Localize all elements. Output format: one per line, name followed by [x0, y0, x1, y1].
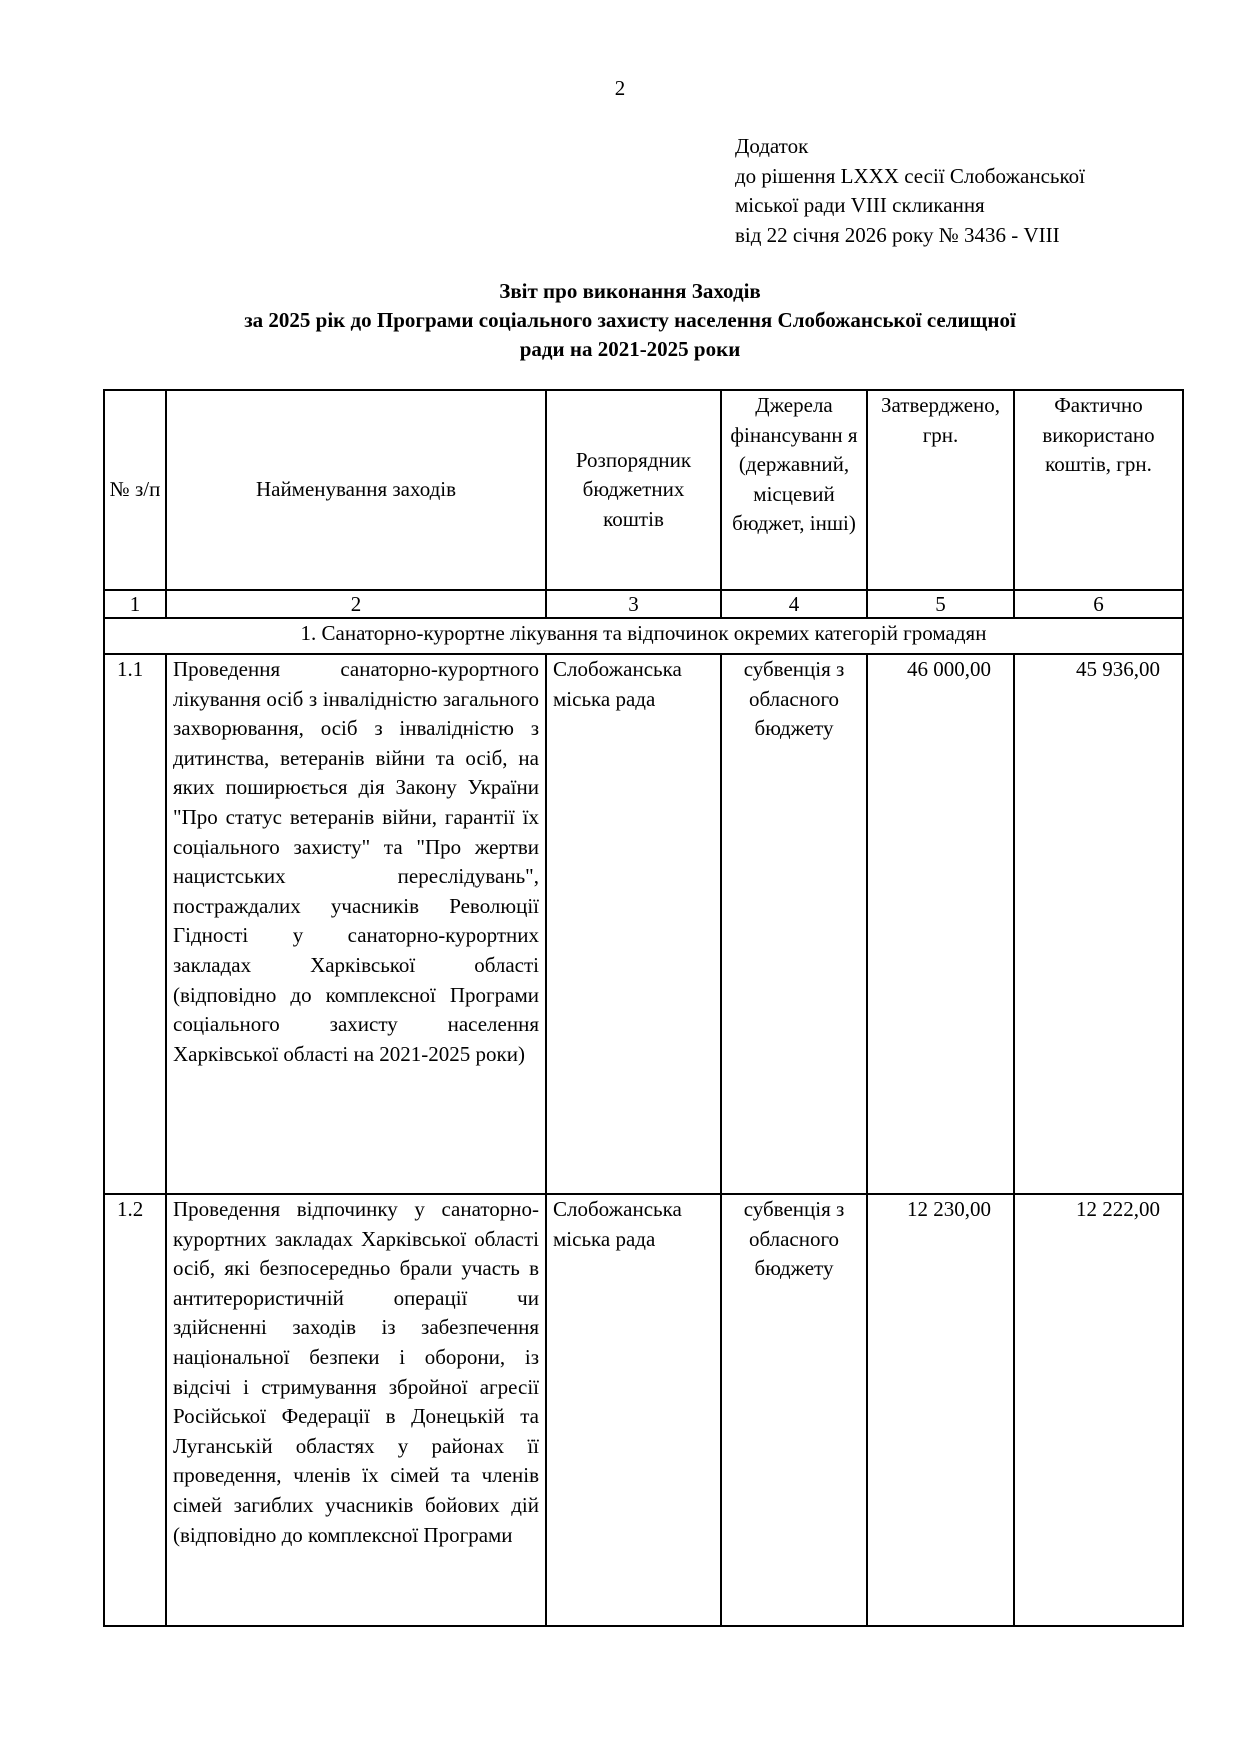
column-number: 4 [721, 590, 867, 618]
row-description-text: Проведення санаторно-курортного лікування осіб з інвалідністю загального захворювання, осіб з інвалідністю з дитинства, ветеранів війни та осіб, на яких поширюється дія Закону України "Про статус ветеранів війни, гарантії їх соціального захисту" та "Про жертви нацистських переслідувань", постраждалих учасників Революції Гідності у санаторно-курортних закладах Харківської області (відповідно до комплексної Програми соціального захисту населення Харківської області на 2021-2025 роки) [173, 657, 539, 1066]
row-actual-amount: 12 222,00 [1014, 1194, 1183, 1626]
row-source: субвенція з обласного бюджету [721, 1194, 867, 1626]
report-title [150, 277, 1110, 364]
row-manager: Слобожанська міська рада [546, 654, 721, 1194]
title-line: ради на 2021-2025 роки [519, 337, 741, 361]
row-actual-amount: 45 936,00 [1014, 654, 1183, 1194]
page-number: 2 [614, 76, 626, 100]
row-source: субвенція з обласного бюджету [721, 654, 867, 1194]
row-description [166, 1194, 546, 1626]
column-number-row [104, 590, 1183, 618]
section-row [104, 618, 1183, 654]
section-title: 1. Санаторно-курортне лікування та відпочинок окремих категорій громадян [104, 618, 1183, 654]
row-approved-amount: 12 230,00 [867, 1194, 1014, 1626]
header-manager: Розпорядник бюджетних коштів [546, 390, 721, 590]
header-approved: Затверджено, грн. [867, 390, 1014, 590]
row-manager: Слобожанська міська рада [546, 1194, 721, 1626]
row-approved-amount: 46 000,00 [867, 654, 1014, 1194]
header-name: Найменування заходів [166, 390, 546, 590]
column-number: 5 [867, 590, 1014, 618]
header-actual: Фактично використано коштів, грн. [1014, 390, 1183, 590]
report-table [103, 389, 1184, 1627]
row-number: 1.2 [104, 1194, 166, 1626]
column-number: 2 [166, 590, 546, 618]
column-number: 6 [1014, 590, 1183, 618]
header-source: Джерела фінансуванн я (державний, місцевий бюджет, інші) [721, 390, 867, 590]
column-number: 1 [104, 590, 166, 618]
row-number: 1.1 [104, 654, 166, 1194]
header-row [104, 390, 1183, 590]
annex-line: Додаток [735, 134, 809, 158]
annex-line: міської ради VIII скликання [735, 193, 985, 217]
row-description-text: Проведення відпочинку у санаторно-курортних закладах Харківської області осіб, які безпосередньо брали участь в антитерористичній операції чи здійсненні заходів із забезпечення національної безпеки і оборони, із відсічі і стримування збройної агресії Російської Федерації в Донецькій та Луганській областях у районах її проведення, членів їх сімей та членів сімей загиблих учасників бойових дій (відповідно до комплексної Програми [173, 1197, 539, 1547]
row-description [166, 654, 546, 1194]
table-row [104, 654, 1183, 1194]
header-no: № з/п [104, 390, 166, 590]
annex-line: до рішення LXXX сесії Слобожанської [735, 163, 1085, 188]
column-number: 3 [546, 590, 721, 618]
annex-line: від 22 січня 2026 року № 3436 - VIII [735, 222, 1060, 247]
title-line: за 2025 рік до Програми соціального захисту населення Слобожанської селищної [244, 308, 1016, 332]
annex-block [735, 132, 1085, 250]
table-row [104, 1194, 1183, 1626]
title-line: Звіт про виконання Заходів [499, 279, 761, 303]
